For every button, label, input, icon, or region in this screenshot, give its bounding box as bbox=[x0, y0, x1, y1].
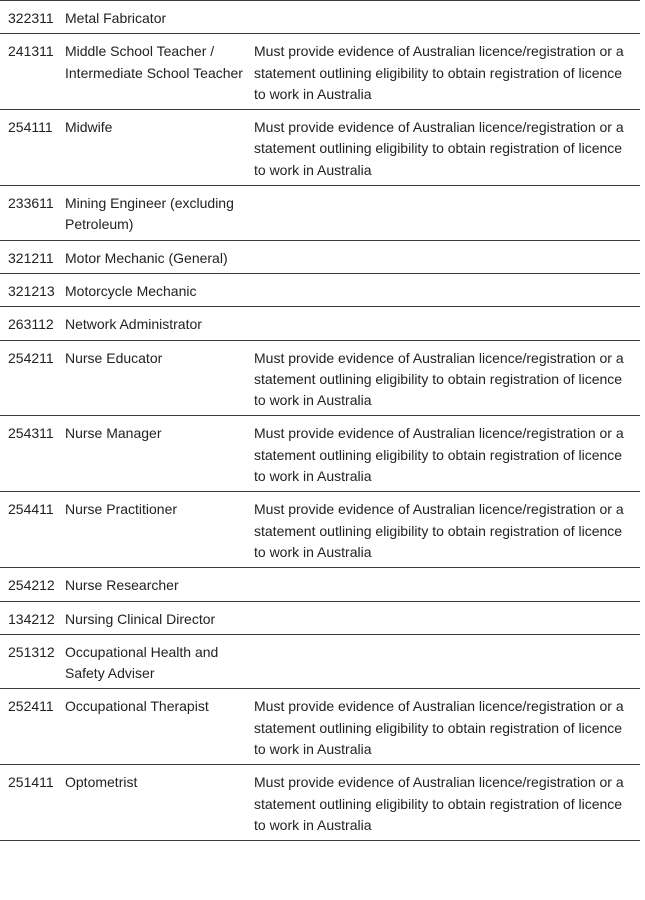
occupation-title: Motor Mechanic (General) bbox=[63, 240, 254, 273]
occupation-note: Must provide evidence of Australian licence/registration or a statement outlining eligibility to obtain registration of licence to work in Australia bbox=[254, 492, 640, 568]
occupation-note: Must provide evidence of Australian licence/registration or a statement outlining eligibility to obtain registration of licence to work in Australia bbox=[254, 689, 640, 765]
occupation-table-body bbox=[0, 1, 640, 841]
occupation-code: 263112 bbox=[0, 307, 63, 340]
occupation-note bbox=[254, 1, 640, 34]
occupation-note bbox=[254, 568, 640, 601]
table-row bbox=[0, 307, 640, 340]
occupation-code: 251411 bbox=[0, 765, 63, 841]
occupation-note bbox=[254, 307, 640, 340]
occupation-note bbox=[254, 601, 640, 634]
occupation-note: Must provide evidence of Australian licence/registration or a statement outlining eligibility to obtain registration of licence to work in Australia bbox=[254, 765, 640, 841]
table-row bbox=[0, 273, 640, 306]
occupation-code: 241311 bbox=[0, 34, 63, 110]
occupation-code: 252411 bbox=[0, 689, 63, 765]
occupation-title: Nurse Manager bbox=[63, 416, 254, 492]
table-row bbox=[0, 765, 640, 841]
occupation-note bbox=[254, 186, 640, 241]
occupation-code: 254311 bbox=[0, 416, 63, 492]
table-row bbox=[0, 34, 640, 110]
occupation-note: Must provide evidence of Australian licence/registration or a statement outlining eligibility to obtain registration of licence to work in Australia bbox=[254, 110, 640, 186]
occupation-code: 254111 bbox=[0, 110, 63, 186]
occupation-code: 254212 bbox=[0, 568, 63, 601]
occupation-title: Nurse Educator bbox=[63, 340, 254, 416]
table-row bbox=[0, 240, 640, 273]
occupation-title: Mining Engineer (excluding Petroleum) bbox=[63, 186, 254, 241]
table-row bbox=[0, 110, 640, 186]
table-row bbox=[0, 340, 640, 416]
occupation-title: Motorcycle Mechanic bbox=[63, 273, 254, 306]
table-row bbox=[0, 689, 640, 765]
occupation-code: 251312 bbox=[0, 634, 63, 689]
occupation-title: Network Administrator bbox=[63, 307, 254, 340]
occupation-code: 254411 bbox=[0, 492, 63, 568]
occupation-title: Nursing Clinical Director bbox=[63, 601, 254, 634]
occupation-code: 322311 bbox=[0, 1, 63, 34]
occupation-title: Occupational Health and Safety Adviser bbox=[63, 634, 254, 689]
table-row bbox=[0, 1, 640, 34]
occupation-title: Nurse Researcher bbox=[63, 568, 254, 601]
table-row bbox=[0, 568, 640, 601]
occupation-code: 321211 bbox=[0, 240, 63, 273]
table-row bbox=[0, 634, 640, 689]
table-row bbox=[0, 492, 640, 568]
occupation-title: Optometrist bbox=[63, 765, 254, 841]
occupation-code: 233611 bbox=[0, 186, 63, 241]
occupation-title: Middle School Teacher / Intermediate School Teacher bbox=[63, 34, 254, 110]
occupation-code: 134212 bbox=[0, 601, 63, 634]
occupation-note: Must provide evidence of Australian licence/registration or a statement outlining eligibility to obtain registration of licence to work in Australia bbox=[254, 34, 640, 110]
occupation-note: Must provide evidence of Australian licence/registration or a statement outlining eligibility to obtain registration of licence to work in Australia bbox=[254, 416, 640, 492]
occupation-title: Metal Fabricator bbox=[63, 1, 254, 34]
occupation-note bbox=[254, 634, 640, 689]
occupation-title: Nurse Practitioner bbox=[63, 492, 254, 568]
table-row bbox=[0, 186, 640, 241]
occupation-code: 254211 bbox=[0, 340, 63, 416]
occupation-title: Occupational Therapist bbox=[63, 689, 254, 765]
occupation-code: 321213 bbox=[0, 273, 63, 306]
table-row bbox=[0, 416, 640, 492]
occupation-title: Midwife bbox=[63, 110, 254, 186]
occupation-note: Must provide evidence of Australian licence/registration or a statement outlining eligibility to obtain registration of licence to work in Australia bbox=[254, 340, 640, 416]
occupation-note bbox=[254, 240, 640, 273]
occupation-note bbox=[254, 273, 640, 306]
table-row bbox=[0, 601, 640, 634]
